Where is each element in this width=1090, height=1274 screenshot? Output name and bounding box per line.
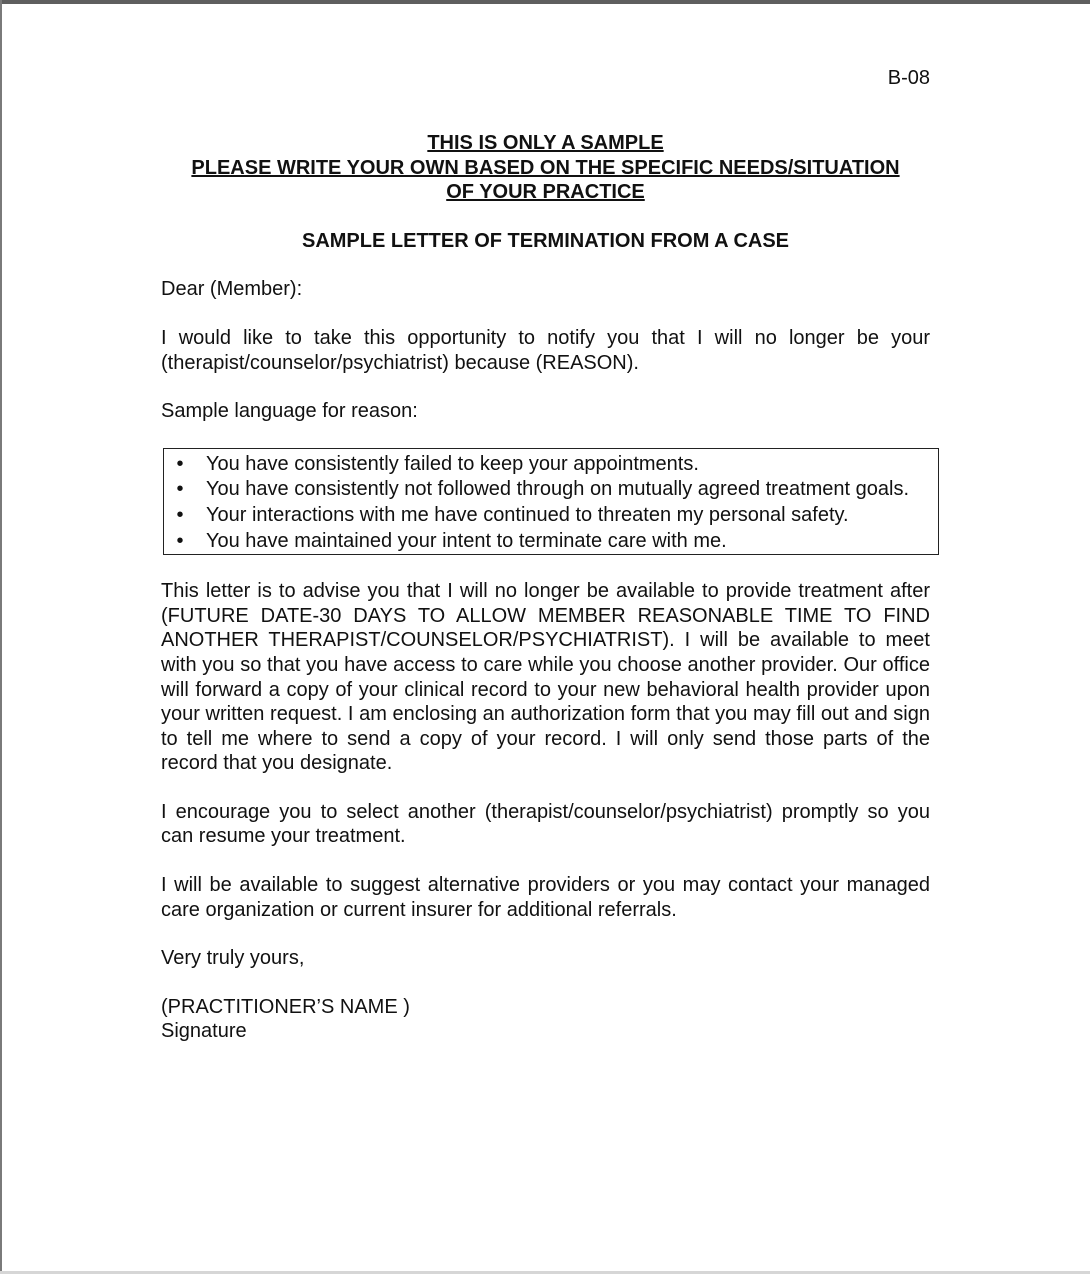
disclaimer-line: OF YOUR PRACTICE (446, 181, 645, 204)
list-item (164, 452, 928, 478)
bullet-icon: • (176, 452, 184, 475)
closing: Very truly yours, (161, 947, 305, 970)
disclaimer-line: THIS IS ONLY A SAMPLE (427, 132, 664, 154)
practitioner-name: (PRACTITIONER’S NAME ) (161, 995, 410, 1018)
reason-text: You have maintained your intent to terminate care with me. (206, 529, 727, 552)
body-paragraph: I will be available to suggest alternative providers or you may contact your managed care organization or current insurer for additional referrals. (161, 874, 930, 921)
document-title: SAMPLE LETTER OF TERMINATION FROM A CASE (301, 229, 790, 252)
bullet-icon: • (176, 478, 184, 501)
disclaimer-line: PLEASE WRITE YOUR OWN BASED ON THE SPECIFIC NEEDS/SITUATION (191, 156, 900, 179)
reason-heading: Sample language for reason: (161, 400, 418, 423)
window-top-border (0, 0, 1090, 4)
sample-disclaimer (161, 131, 930, 205)
signature-block (161, 995, 930, 1044)
reason-text: You have consistently failed to keep your appointments. (206, 452, 699, 475)
body-paragraph: I encourage you to select another (therapist/counselor/psychiatrist) promptly so you can resume your treatment. (161, 800, 930, 848)
reason-box (163, 448, 939, 555)
window-left-border (0, 0, 2, 1274)
signature-label: Signature (161, 1020, 247, 1043)
list-item (164, 529, 928, 555)
reason-text: You have consistently not followed through on mutually agreed treatment goals. (206, 478, 910, 501)
list-item (164, 503, 928, 529)
list-item (164, 477, 928, 503)
document-id: B-08 (887, 67, 930, 89)
bullet-icon: • (176, 503, 184, 526)
document-page (161, 66, 930, 1044)
bullet-icon: • (176, 529, 184, 552)
reason-text: Your interactions with me have continued to threaten my personal safety. (206, 503, 849, 526)
salutation: Dear (Member): (161, 278, 303, 301)
body-paragraph: This letter is to advise you that I will no longer be available to provide treatment after (FUTURE DATE-30 DAYS TO ALLOW MEMBER REASONABLE TIME TO FIND ANOTHER THERAPIST/COUNSELOR/PSYCHIATRIST). I will be available to meet with you so that you have access to care while you choose another provider. Our office will forward a copy of your clinical record to your new behavioral health provider upon your written request. I am enclosing an authorization form that you may fill out and sign to tell me where to send a copy of your record. I will only send those parts of the record that you designate. (161, 580, 930, 775)
reason-list (164, 452, 928, 554)
intro-paragraph: I would like to take this opportunity to notify you that I will no longer be your (therapist/counselor/psychiatrist) because (REASON). (161, 326, 930, 374)
